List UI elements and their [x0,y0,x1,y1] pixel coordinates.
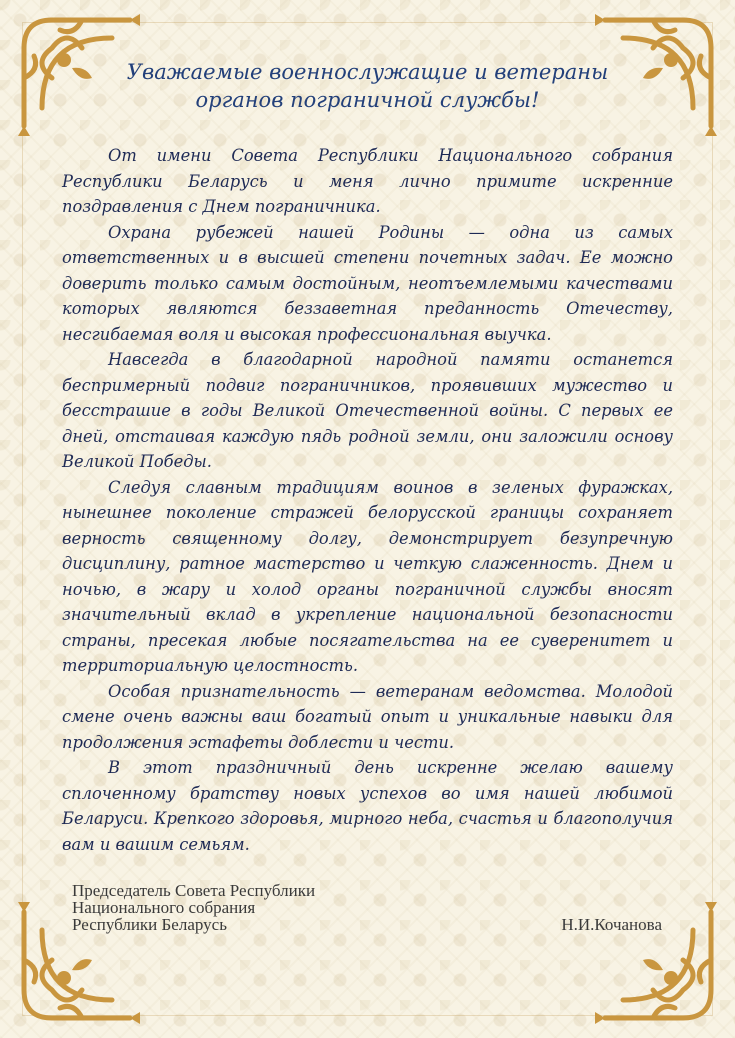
signatory-title-line: Председатель Совета Республики [72,881,316,900]
signatory-title-line: Национального собрания [72,898,256,917]
signature-block [72,882,662,933]
paragraph: В этот праздничный день искренне желаю вашему сплоченному братству новых успехов во имя нашей любимой Беларуси. Крепкого здоровья, мирного неба, счастья и благополучия вам и вашим семьям. [62,758,673,854]
signatory-name: Н.И.Кочанова [561,915,662,934]
heading-line: Уважаемые военнослужащие и ветераны [126,60,609,84]
paragraph: Охрана рубежей нашей Родины — одна из самых ответственных и в высшей степени почетных задач. Ее можно доверить только самым достойным, неотъемлемыми качествами которых являются беззаветная преданность Отечеству, несгибаемая воля и высокая профессиональная выучка. [62,222,673,344]
paragraph: От имени Совета Республики Национального собрания Республики Беларусь и меня лично примите искренние поздравления с Днем пограничника. [62,146,673,216]
letter-body [62,143,673,857]
heading-line: органов пограничной службы! [195,88,540,112]
signatory-title-line: Республики Беларусь [72,915,227,934]
paragraph: Навсегда в благодарной народной памяти останется беспримерный подвиг пограничников, проявивших мужество и бесстрашие в годы Великой Отечественной войны. С первых ее дней, отстаивая каждую пядь родной земли, они заложили основу Великой Победы. [62,350,673,471]
paragraph: Следуя славным традициям воинов в зеленых фуражках, нынешнее поколение стражей белорусской границы сохраняет верность священному долгу, демонстрирует безупречную дисциплину, ратное мастерство и четкую слаженность. Днем и ночью, в жару и холод органы пограничной службы вносят значительный вклад в укрепление национальной безопасности страны, пресекая любые посягательства на ее суверенитет и территориальную целостность. [62,477,673,675]
paragraph: Особая признательность — ветеранам ведомства. Молодой смене очень важны ваш богатый опыт и уникальные навыки для продолжения эстафеты доблести и чести. [62,681,673,752]
greeting-heading [80,58,655,114]
